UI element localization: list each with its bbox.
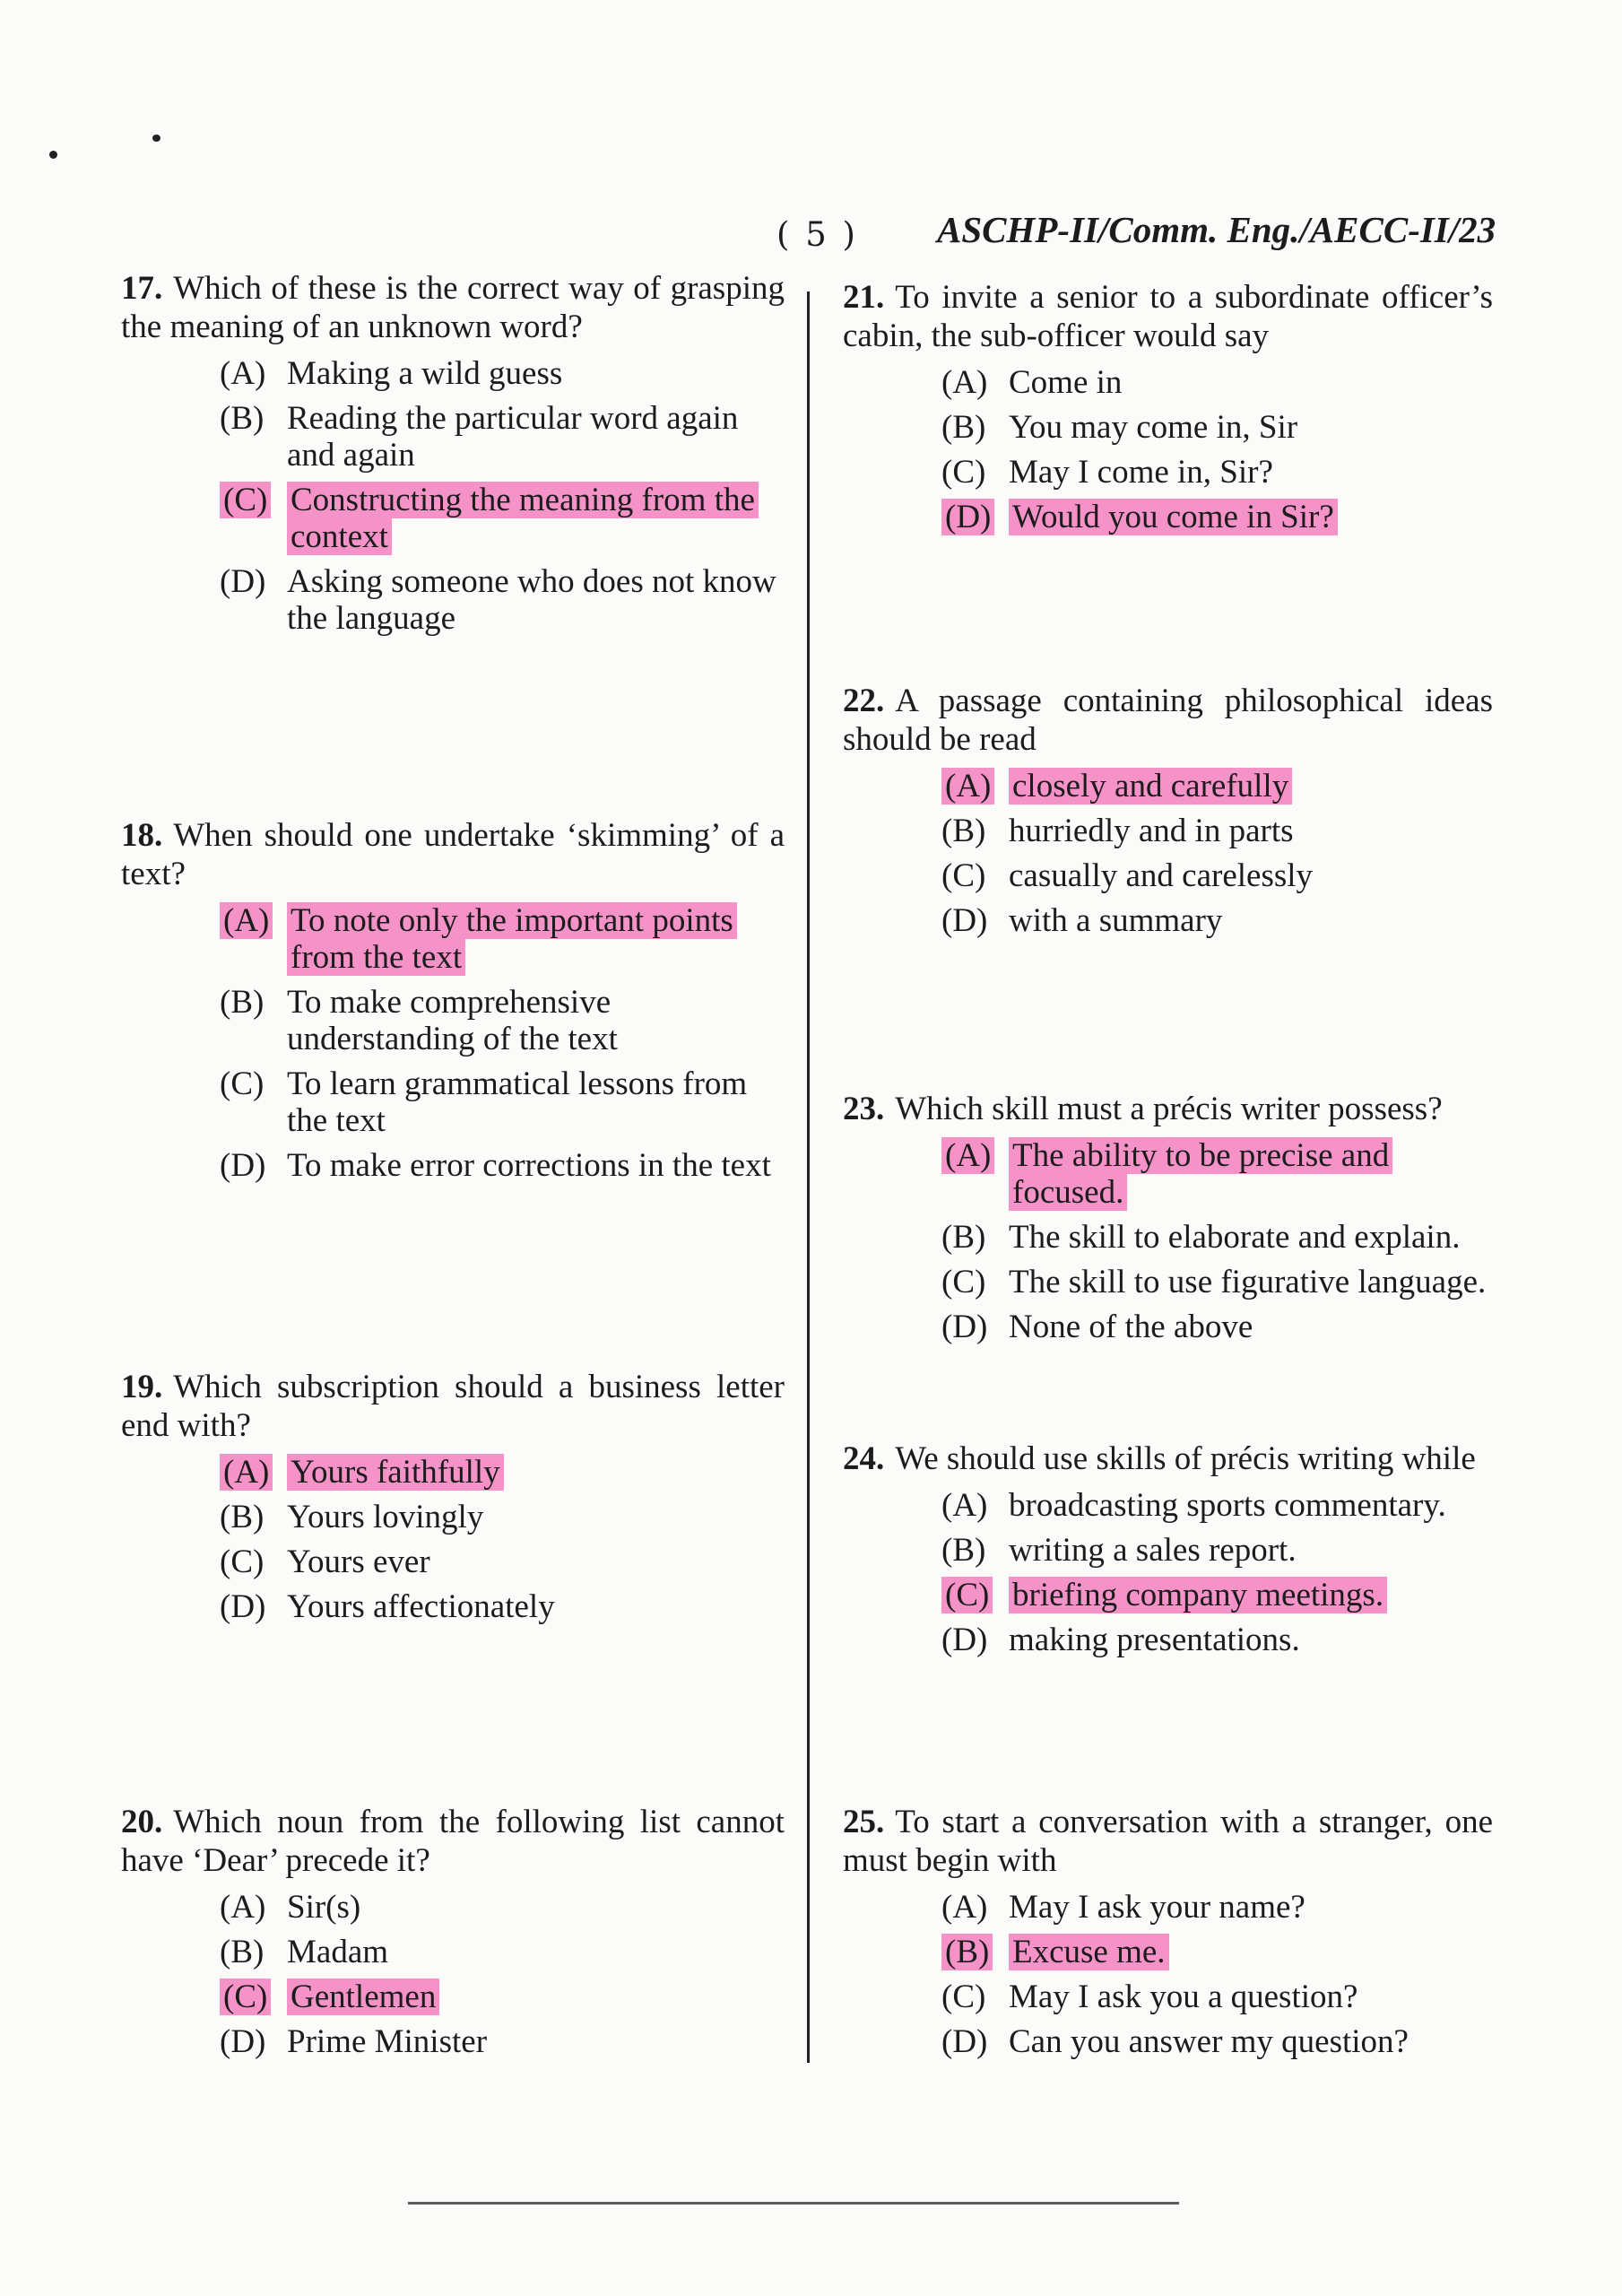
- question-number: 17.: [121, 270, 163, 307]
- question-17: [121, 269, 785, 645]
- option-b[interactable]: (B) Yours lovingly: [220, 1499, 484, 1535]
- option-a[interactable]: (A) The ability to be precise and focused.: [941, 1137, 1493, 1211]
- question-23: [843, 1090, 1493, 1353]
- option-b[interactable]: (B) The skill to elaborate and explain.: [941, 1219, 1461, 1256]
- option-d[interactable]: (D) To make error corrections in the text: [220, 1147, 771, 1184]
- option-b[interactable]: (B) hurriedly and in parts: [941, 813, 1294, 849]
- question-24: [843, 1439, 1493, 1666]
- column-divider: [807, 291, 810, 2063]
- question-20: [121, 1803, 785, 2068]
- question-19: [121, 1368, 785, 1633]
- question-text: Which noun from the following list cannot have ‘Dear’ precede it?: [121, 1804, 785, 1879]
- option-b[interactable]: (B) Madam: [220, 1934, 389, 1970]
- option-d[interactable]: (D) Asking someone who does not know the language: [220, 563, 776, 637]
- question-number: 24.: [843, 1440, 885, 1477]
- question-text: To start a conversation with a stranger, one must begin with: [843, 1804, 1493, 1879]
- footer-rule: [408, 2202, 1179, 2205]
- option-d[interactable]: (D) Prime Minister: [220, 2023, 488, 2060]
- option-a[interactable]: (A) closely and carefully: [941, 768, 1493, 804]
- question-number: 22.: [843, 683, 885, 719]
- question-text: Which skill must a précis writer possess?: [895, 1091, 1443, 1127]
- option-d[interactable]: (D) Can you answer my question?: [941, 2023, 1409, 2060]
- question-number: 23.: [843, 1091, 885, 1127]
- question-number: 18.: [121, 817, 163, 854]
- paper-code: ASCHP-II/Comm. Eng./AECC-II/23: [937, 209, 1496, 250]
- option-c[interactable]: (C) May I come in, Sir?: [941, 454, 1273, 491]
- option-b[interactable]: (B) To make comprehensive understanding of the text: [220, 984, 618, 1057]
- option-c[interactable]: (C) briefing company meetings.: [941, 1577, 1493, 1613]
- option-b[interactable]: (B) Reading the particular word again and again: [220, 400, 739, 474]
- question-text: When should one undertake ‘skimming’ of a text?: [121, 817, 785, 892]
- option-d[interactable]: (D) Would you come in Sir?: [941, 499, 1493, 535]
- question-22: [843, 682, 1493, 947]
- question-text: To invite a senior to a subordinate officer’s cabin, the sub-officer would say: [843, 279, 1493, 354]
- option-b[interactable]: (B) writing a sales report.: [941, 1532, 1297, 1569]
- question-text: A passage containing philosophical ideas should be read: [843, 683, 1493, 758]
- question-text: Which subscription should a business letter end with?: [121, 1369, 785, 1444]
- option-c[interactable]: (C) Gentlemen: [220, 1979, 785, 2015]
- option-a[interactable]: (A) Yours faithfully: [220, 1454, 785, 1491]
- question-number: 20.: [121, 1804, 163, 1840]
- option-d[interactable]: (D) making presentations.: [941, 1622, 1300, 1658]
- option-a[interactable]: (A) Making a wild guess: [220, 355, 563, 392]
- question-text: We should use skills of précis writing while: [895, 1440, 1476, 1477]
- question-number: 25.: [843, 1804, 885, 1840]
- option-c[interactable]: (C) The skill to use figurative language.: [941, 1264, 1487, 1300]
- option-c[interactable]: (C) Yours ever: [220, 1544, 430, 1580]
- option-a[interactable]: (A) May I ask your name?: [941, 1889, 1305, 1926]
- option-c[interactable]: (C) casually and carelessly: [941, 857, 1314, 894]
- option-a[interactable]: (A) broadcasting sports commentary.: [941, 1487, 1446, 1524]
- option-d[interactable]: (D) with a summary: [941, 902, 1223, 939]
- option-a[interactable]: (A) Come in: [941, 364, 1123, 401]
- question-number: 19.: [121, 1369, 163, 1405]
- option-d[interactable]: (D) None of the above: [941, 1309, 1253, 1345]
- option-b[interactable]: (B) You may come in, Sir: [941, 409, 1298, 446]
- question-number: 21.: [843, 279, 885, 316]
- option-d[interactable]: (D) Yours affectionately: [220, 1588, 555, 1625]
- option-a[interactable]: (A) To note only the important points from the text: [220, 902, 785, 976]
- stray-mark: [152, 135, 160, 142]
- question-18: [121, 816, 785, 1192]
- option-c[interactable]: (C) To learn grammatical lessons from the text: [220, 1065, 748, 1139]
- question-text: Which of these is the correct way of grasping the meaning of an unknown word?: [121, 270, 785, 345]
- option-a[interactable]: (A) Sir(s): [220, 1889, 361, 1926]
- page-number: ( 5 ): [776, 215, 858, 254]
- option-c[interactable]: (C) May I ask you a question?: [941, 1979, 1358, 2015]
- question-21: [843, 278, 1493, 544]
- question-25: [843, 1803, 1493, 2068]
- option-c[interactable]: (C) Constructing the meaning from the context: [220, 482, 785, 555]
- option-b[interactable]: (B) Excuse me.: [941, 1934, 1493, 1970]
- stray-mark: [49, 151, 57, 159]
